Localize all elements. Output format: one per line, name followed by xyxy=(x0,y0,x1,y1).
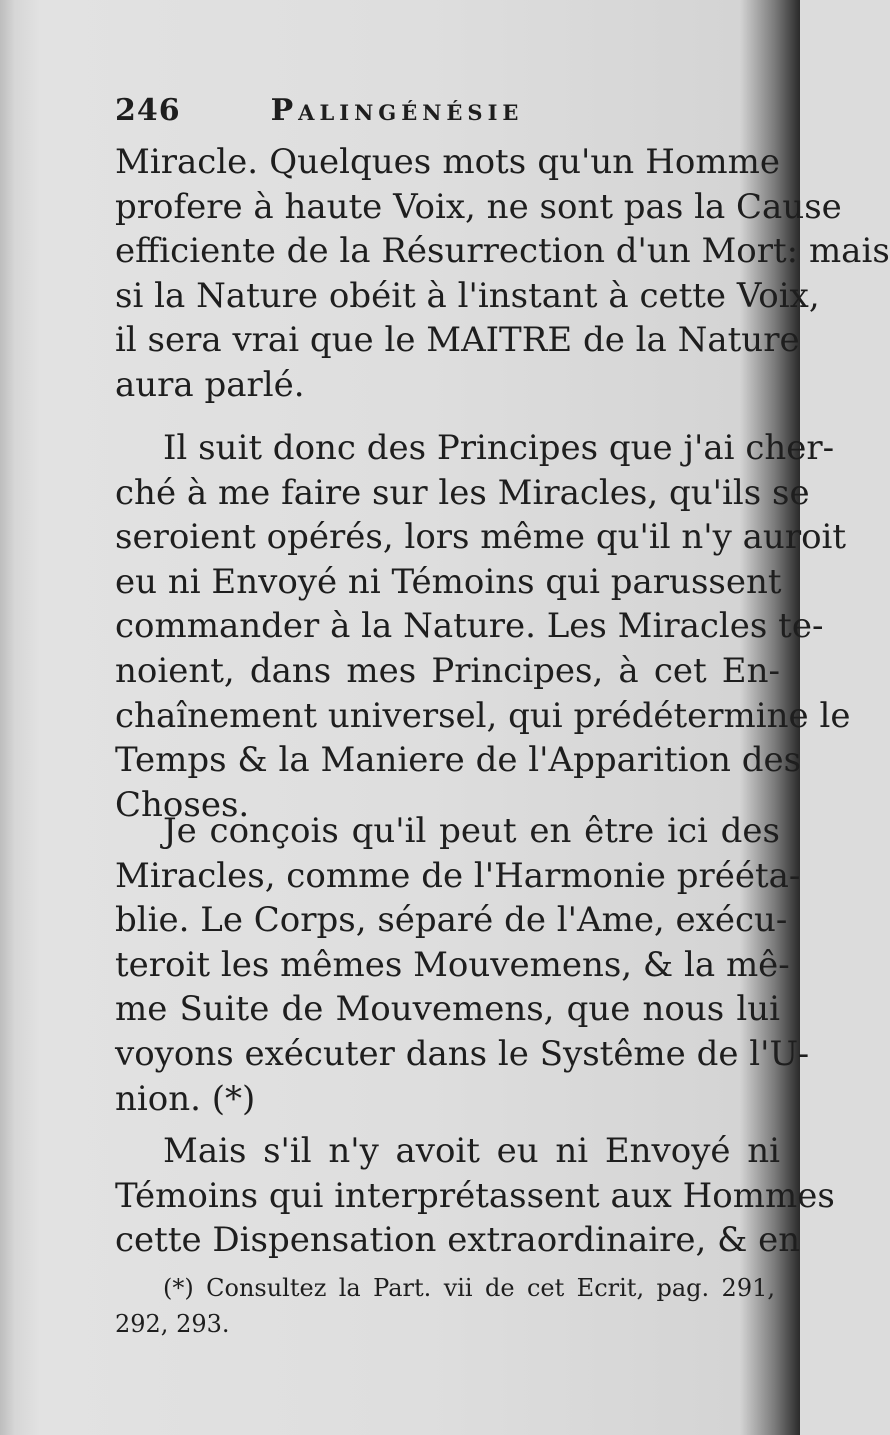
text-line: seroient opérés, lors même qu'il n'y auroit xyxy=(115,517,847,558)
text-line: Mais s'il n'y avoit eu ni Envoyé ni xyxy=(163,1131,780,1171)
text-line: eu ni Envoyé ni Témoins qui parussent xyxy=(115,561,782,602)
text-line: Je conçois qu'il peut en être ici des xyxy=(163,811,780,851)
footnote-line: (*) Consultez la Part. vii de cet Ecrit, pag. 291, xyxy=(163,1274,775,1302)
running-header xyxy=(115,93,715,133)
text-line: Miracles, comme de l'Harmonie prééta- xyxy=(115,855,801,896)
paragraph-1 xyxy=(115,140,890,408)
page-gutter xyxy=(0,0,16,1435)
text-line: blie. Le Corps, séparé de l'Ame, exécu- xyxy=(115,900,788,941)
text-line: efficiente de la Résurrection d'un Mort: mais xyxy=(115,231,890,272)
page-number: 246 xyxy=(115,93,181,128)
footnote-line: 292, 293. xyxy=(115,1310,230,1338)
text-line: il sera vrai que le MAITRE de la Nature xyxy=(115,320,800,361)
text-line: aura parlé. xyxy=(115,364,305,405)
running-title: Palingénésie xyxy=(270,93,524,128)
text-line: Il suit donc des Principes que j'ai cher- xyxy=(163,428,835,468)
text-line: Témoins qui interprétassent aux Hommes xyxy=(115,1175,835,1216)
footnote xyxy=(115,1270,775,1342)
text-line: voyons exécuter dans le Systême de l'U- xyxy=(115,1033,810,1074)
text-line: me Suite de Mouvemens, que nous lui xyxy=(115,989,780,1030)
paragraph-2 xyxy=(115,426,851,827)
text-line: profere à haute Voix, ne sont pas la Cause xyxy=(115,186,842,227)
text-line: cette Dispensation extraordinaire, & en xyxy=(115,1220,801,1261)
text-line: teroit les mêmes Mouvemens, & la mê- xyxy=(115,944,790,985)
text-line: ché à me faire sur les Miracles, qu'ils se xyxy=(115,472,810,513)
text-line: noient, dans mes Principes, à cet En- xyxy=(115,650,780,691)
text-line: commander à la Nature. Les Miracles te- xyxy=(115,606,824,647)
text-line: Temps & la Maniere de l'Apparition des xyxy=(115,740,802,781)
text-line: si la Nature obéit à l'instant à cette Voix, xyxy=(115,275,820,316)
text-line: Miracle. Quelques mots qu'un Homme xyxy=(115,142,780,182)
text-line: chaînement universel, qui prédétermine le xyxy=(115,695,851,736)
text-line: nion. (*) xyxy=(115,1078,256,1119)
text-line: Choses. xyxy=(115,784,250,825)
paragraph-3 xyxy=(115,809,810,1121)
paragraph-4 xyxy=(115,1129,835,1263)
